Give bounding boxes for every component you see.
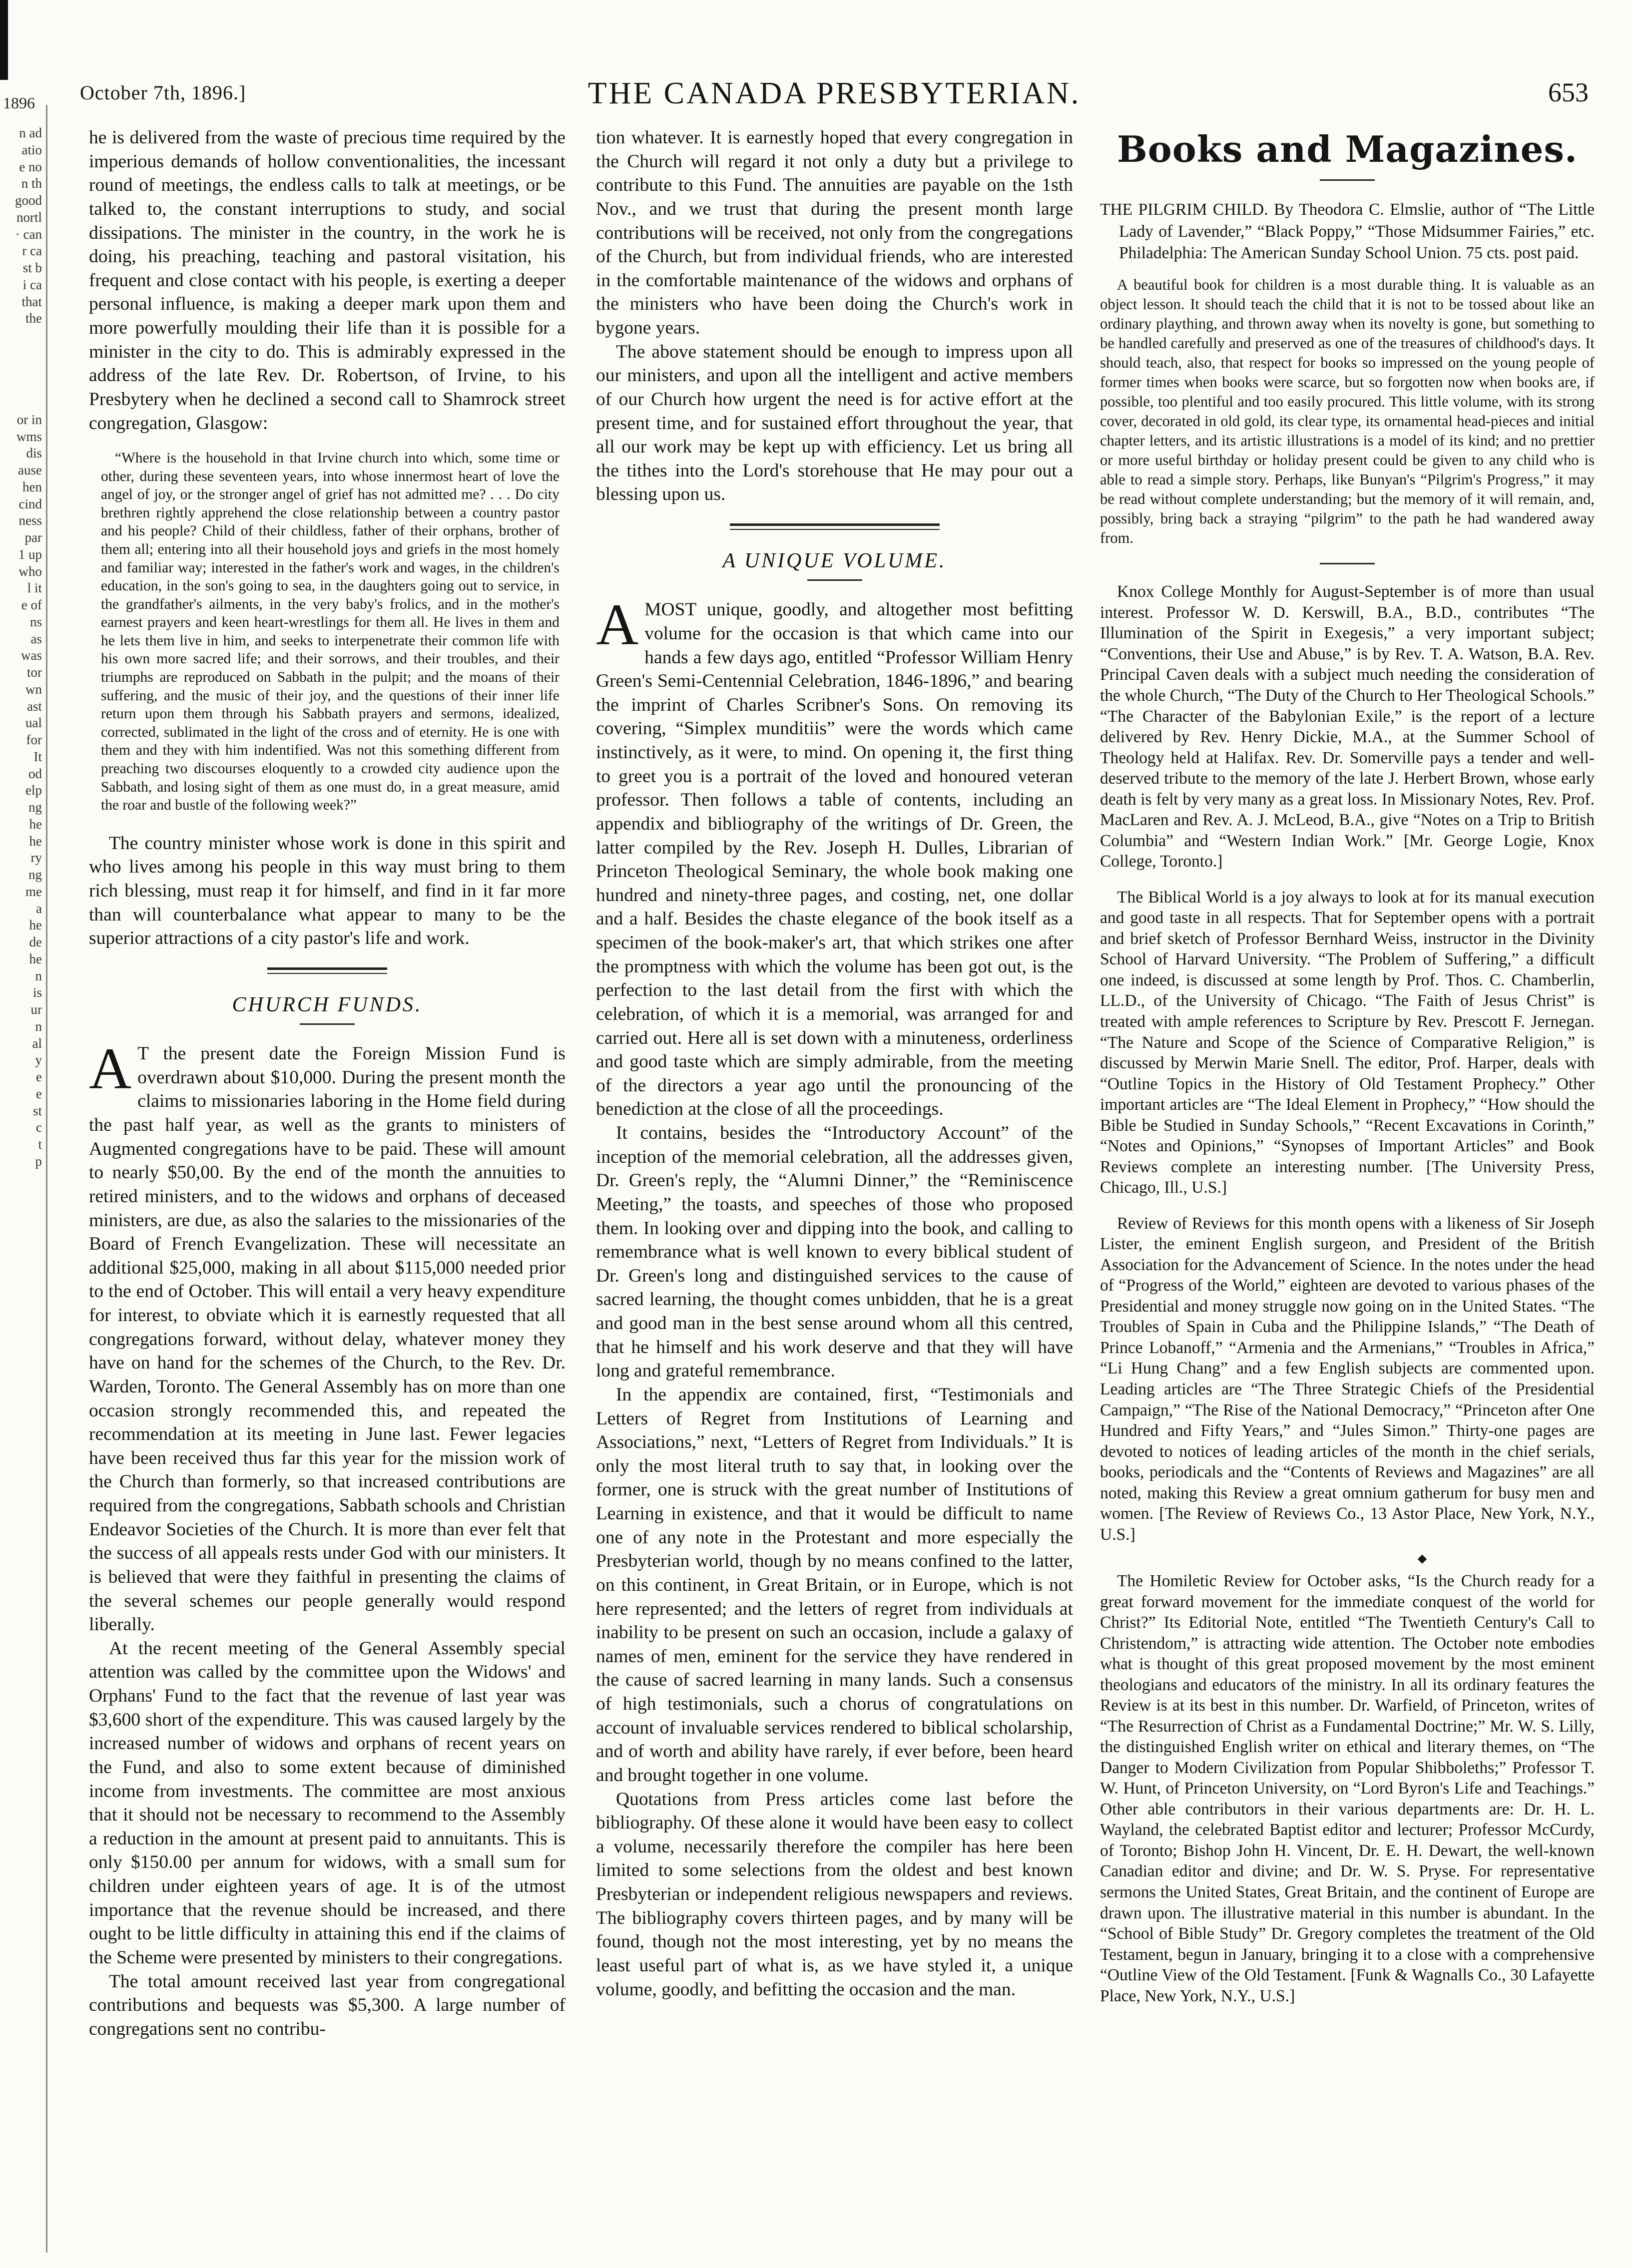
diamond-ornament: ◆ xyxy=(1417,1552,1427,1566)
section-divider xyxy=(267,967,387,974)
review-of-reviews-review: Review of Reviews for this month opens with a likeness of Sir Joseph Lister, the eminent English surgeon, and President of the British Association for the Advancement of Science. In the notes under the head of “Progress of the World,” eighteen are devoted to various phases of the Presidential and money struggle now going on in the United States. “The Troubles of Spain in Cuba and the Philippine Islands,” “The Death of Prince Lobanoff,” “Armenia and the Armenians,” “Troubles in Africa,” “Li Hung Chang” and a few English subjects are commented upon. Leading articles are “The Three Strategic Chiefs of the Presidential Campaign,” “The Rise of the National Democracy,” “Princeton after One Hundred and Fifty Years,” and “Jules Simon.” Thirty-one pages are devoted to notices of leading articles of the month in the chief serials, books, periodicals and the “Contents of Reviews and Magazines” are all noted, making this Review a great omnium gatherum for busy men and women. [The Review of Reviews Co., 13 Astor Place, New York, N.Y., U.S.] xyxy=(1100,1214,1595,1544)
review-divider xyxy=(1320,563,1375,567)
rural-ministry-paragraph: he is delivered from the waste of precious time required by the imperious demands of hollow conventionalities, the incessant round of meetings, the endless calls to talk at meetings, or be talked to, the constant interruptions to study, and social dissipations. The minister in the country, in the work he is doing, his preaching, teaching and pastoral visitation, his frequent and close contact with his people, is exerting a deeper personal influence, is making a deeper mark upon them and more powerfully moulding their life than it is possible for a minister in the city to do. This is admirably expressed in the address of the late Rev. Dr. Robertson, of Irvine, to his Presbytery when he declined a second call to Shamrock street congregation, Glasgow: xyxy=(89,127,565,434)
fund-appeal-paragraph: tion whatever. It is earnestly hoped that every congregation in the Church will regard it not only a duty but a privilege to contribute to this Fund. The annuities are payable on the 1sth Nov., and we trust that during the present month large contributions will be received, not only from the congregations of the Church, but from individual friends, who are interested in the comfortable maintenance of the widows and orphans of the ministers who have been doing the Church's work in bygone years. xyxy=(596,127,1073,338)
country-minister-paragraph: The country minister whose work is done in this spirit and who lives among his people in this way must bring to them rich blessing, must reap it for himself, and find in it far more than will counterbalance what appear to many to be the superior attractions of a city pastor's life and work. xyxy=(89,833,565,949)
biblical-world-review: The Biblical World is a joy always to look at for its manual execution and good taste in all respects. That for September opens with a portrait and brief sketch of Professor Bernhard Weiss, instructor in the Divinity School of Harvard University. “The Problem of Suffering,” a difficult one indeed, is discussed at some length by Prof. Thos. C. Chamberlin, LL.D., of the University of Chicago. “The Faith of Jesus Christ” is treated with ample references to Scripture by Rev. Prescott F. Jernegan. “The Nature and Scope of the Science of Comparative Religion,” is discussed by Merwin Marie Snell. The editor, Prof. Harper, deals with “Outline Topics in the History of Old Testament Prophecy.” Other important articles are “The Ideal Element in Prophecy,” “How should the Bible be Studied in Sunday Schools,” “Recent Excavations in Corinth,” “Notes and Opinions,” “Synopses of Important Articles” and Book Reviews complete an interesting number. [The University Press, Chicago, Ill., U.S.] xyxy=(1100,888,1595,1197)
title-divider xyxy=(1320,179,1375,184)
section-divider xyxy=(730,523,940,530)
homiletic-review-review: The Homiletic Review for October asks, “Is the Church ready for a great forward movement for the immediate conquest of the world for Christ?” Its Editorial Note, entitled “The Twentieth Century's Call to Christendom,” is attracting wide attention. The October note embodies what is thought of this great proposed movement by the most eminent theologians and educators of the ministry. In all its ordinary features the Review is at its best in this number. Dr. Warfield, of Princeton, writes of “The Resurrection of Christ as a Fundamental Doctrine;” Mr. W. S. Lilly, the distinguished English writer on ethical and literary themes, on “The Danger to Modern Civilization from Popular Shibboleths;” Professor T. W. Hunt, of Princeton University, on “Lord Byron's Life and Teachings.” Other able contributors in their various departments are: Dr. H. L. Wayland, the celebrated Baptist editor and lecturer; Professor McCurdy, of Toronto; Bishop John H. Vincent, Dr. E. H. Dewart, the well-known Canadian editor and divine; and Dr. W. S. Pryse. For representative sermons the United States, Great Britain, and the continent of Europe are drawn upon. The illustrative material in this number is abundant. In the “School of Bible Study” Dr. Gregory completes the treatment of the Old Testament, begun in January, bringing it to a close with a comprehensive “Outline View of the Old Testament. [Funk & Wagnalls Co., 30 Lafayette Place, New York, N.Y., U.S.] xyxy=(1100,1572,1595,2005)
drop-cap: A xyxy=(596,592,639,658)
contents-paragraph: It contains, besides the “Introductory Account” of the inception of the memorial celebration, all the addresses given, Dr. Green's reply, the “Alumni Dinner,” the “Reminiscence Meeting,” the toasts, and speeches of those who proposed them. In looking over and dipping into the book, and calling to remembrance what is well known to every biblical student of Dr. Green's long and distinguished services to the cause of sacred learning, the thought comes unbidden, that he is a great and good man in the best sense around whom all this centred, that he himself and his work deserve and that they will have long and grateful remembrance. xyxy=(596,1123,1073,1381)
gutter-line xyxy=(46,105,47,2253)
pilgrim-child-review-head: THE PILGRIM CHILD. By Theodora C. Elmslie, author of “The Little Lady of Lavender,” “Black Poppy,” “Those Midsummer Fairies,” etc. Philadelphia: The American Sunday School Union. 75 cts. post paid. xyxy=(1100,200,1595,263)
column-1 xyxy=(89,126,565,2041)
column-3 xyxy=(1100,126,1595,2021)
gutter-year: 1896 xyxy=(3,94,35,112)
church-funds-text-1: T the present date the Foreign Mission Fund is overdrawn about $10,000. During the present month the claims to missionaries laboring in the Home field during the past half year, as well as the grants to ministers of Augmented congregations have to be paid. These will amount to nearly $50,00. By the end of the month the annuities to retired ministers, and to the widows and orphans of deceased ministers, are due, as also the salaries to the missionaries of the Board of French Evangelization. These will necessitate an additional $25,000, making in all about $115,000 needed prior to the end of October. This will entail a very heavy expenditure for interest, to obviate which it is earnestly requested that all congregations forward, without delay, whatever money they have on hand for the schemes of the Church, to the Rev. Dr. Warden, Toronto. The General Assembly has on more than one occasion strongly recommended this, and repeated the recommendation at its meeting in June last. Fewer legacies have been received thus far this year for the mission work of the Church than formerly, so that increased contributions are required from the congregations, Sabbath schools and Christian Endeavor Societies of the Church. It is more than ever felt that the success of all appeals rests under God with our ministers. It is believed that were they faithful in presenting the claims of the several schemes our people generally would respond liberally. xyxy=(89,1043,565,1635)
widows-orphans-paragraph: At the recent meeting of the General Assembly special attention was called by the committee upon the Widows' and Orphans' Fund to the fact that the revenue of last year was $3,600 short of the expenditure. This was caused largely by the increased number of widows and orphans of recent years on the Fund, and also to some extent because of diminished income from investments. The committee are most anxious that it should not be necessary to recommend to the Assembly a reduction in the amount at present paid to annuitants. This is only $150.00 per annum for widows, with a small sum for children under eighteen years of age. It is of the utmost importance that the revenue should be increased, and there ought to be little difficulty in attaining this end if the claims of the Scheme were presented by ministers to their congregations. xyxy=(89,1638,565,1968)
page-edge-bar xyxy=(0,0,8,80)
books-magazines-title: Books and Magazines. xyxy=(1116,128,1578,170)
gutter-fragments: n ad atio e no n th good nortl · can r ca st b i ca that the or in wms dis ause hen cind ness par 1 up who l it e of ns as was tor wn ast ual for It od elp ng he he ry ng me a he de he n is ur n al y e e st c t p xyxy=(15,125,42,1169)
heading-underline xyxy=(807,579,862,584)
page-number: 653 xyxy=(1548,77,1589,107)
knox-college-monthly-review: Knox College Monthly for August-September is of more than usual interest. Professor W. D. Kerswill, B.A., B.D., contributes “The Illumination of the Spirit in Exegesis,” a very important subject; “Conventions, their Use and Abuse,” is by Rev. T. A. Watson, B.A. Rev. Principal Caven deals with a subject much needing the consideration of the whole Church, “The Duty of the Church to Her Theological Schools.” “The Character of the Babylonian Exile,” is the report of a lecture delivered by Rev. Henry Dickie, M.A., at the Summer School of Theology held at Halifax. Rev. Dr. Somerville pays a tender and well-deserved tribute to the memory of the late J. Herbert Brown, whose early death is felt by very many as a great loss. In Missionary Notes, Rev. Prof. MacLaren and Rev. A. J. McLeod, B.A., give “Notes on a Trip to British Columbia” and “Western Indian Work.” [Mr. George Logie, Knox College, Toronto.] xyxy=(1100,582,1595,871)
unique-volume-text-1: MOST unique, goodly, and altogether most befitting volume for the occasion is that which came into our hands a few days ago, entitled “Professor William Henry Green's Semi-Centennial Celebration, 1846-1896,” and bearing the imprint of Charles Scribner's Sons. On removing its covering, “Simplex munditiis” were the words which came instinctively, as it were, to mind. On opening it, the first thing to greet you is a portrait of the loved and honoured veteran professor. Then follows a table of contents, including an appendix and bibliography of the writings of Dr. Green, the latter compiled by the Rev. Joseph H. Dulles, Librarian of Princeton Theological Seminary, the whole book making one hundred and ninety-three pages, and costing, net, one dollar and a half. Besides the chaste elegance of the book itself as a specimen of the book-maker's art, that which strikes one after the promptness with which the volume has been got out, is the perfection to the last detail from the first with which the celebration, of which it is a memorial, was arranged for and carried out. Here all is set down with a minuteness, orderliness and good taste which are simply admirable, from the meeting of the directors a year ago until the pronouncing of the benediction at the close of all the proceedings. xyxy=(596,599,1073,1120)
appendix-paragraph: In the appendix are contained, first, “Testimonials and Letters of Regret from Institutions of Learning and Associations,” next, “Letters of Regret from Individuals.” It is only the most literal truth to say that, in looking over the former, one is struck with the great number of Institutions of Learning in existence, and that it would be difficult to name one of any note in the Protestant and more especially the Presbyterian world, though by no means confined to the latter, on this continent, in Great Britain, or in Europe, which is not here represented; and the letters of regret from individuals at inability to be present on such an occasion, include a galaxy of names of men, eminent for the service they have rendered in the cause of sacred learning in many lands. Such a consensus of high testimonials, such a chorus of congratulations on account of invaluable services rendered to biblical scholarship, and of worth and ability have rarely, if ever before, been heard and brought together in one volume. xyxy=(596,1384,1073,1786)
page-header xyxy=(80,76,1589,116)
issue-date: October 7th, 1896.] xyxy=(80,81,246,104)
church-funds-heading: CHURCH FUNDS. xyxy=(232,993,423,1016)
pilgrim-child-review: A beautiful book for children is a most durable thing. It is valuable as an object lesson. It should teach the child that it is not to be tossed about like an ordinary plaything, and thrown away when its novelty is gone, but something to be handled carefully and preserved as one of the treasures of childhood's days. It should teach, also, that respect for books so impressed on the young people of former times when books were scarce, but so forgotten now when books are, if possible, too plentiful and too easily procured. This little volume, with its strong cover, decorated in old gold, its clear type, its ornamental head-pieces and initial chapter letters, and its artistic illustrations is a model of its kind; and no prettier or more useful birthday or holiday present could be given to any child who is able to read a simple story. Perhaps, like Bunyan's “Pilgrim's Progress,” it may be read without complete understanding; but the memory of it will remain, and, possibly, bring back a straying “pilgrim” to the path he had wandered away from. xyxy=(1100,276,1595,547)
unique-volume-heading: A UNIQUE VOLUME. xyxy=(722,549,947,572)
quotations-paragraph: Quotations from Press articles come last before the bibliography. Of these alone it would have been easy to collect a volume, necessarily therefore the compiler has here been limited to some selections from the oldest and best known Presbyterian or independent religious newspapers and reviews. The bibliography covers thirteen pages, and by many will be found, though not the most interesting, yet by no means the least useful part of what is, as we have styled it, a unique volume, goodly, and befitting the occasion and the man. xyxy=(596,1789,1073,2000)
drop-cap: A xyxy=(89,1036,132,1102)
statement-paragraph: The above statement should be enough to impress upon all our ministers, and upon all the intelligent and active members of our Church how urgent the need is for active effort at the present time, and for sustained effort throughout the year, that all our work may be kept up with efficiency. Let us bring all the tithes into the Lord's storehouse that He may pour out a blessing upon us. xyxy=(596,341,1073,505)
heading-underline xyxy=(300,1023,355,1028)
unique-volume-paragraph-1 xyxy=(596,592,1073,1121)
newspaper-title: THE CANADA PRESBYTERIAN. xyxy=(587,76,1081,110)
church-funds-paragraph-1 xyxy=(89,1036,565,1637)
column-2 xyxy=(596,126,1073,2001)
contributions-paragraph: The total amount received last year from congregational contributions and bequests was $5,300. A large number of congregations sent no contribu- xyxy=(89,1971,565,2039)
robertson-quote: “Where is the household in that Irvine church into which, some time or other, during these seventeen years, into whose innermost heart of love the angel of joy, or the stronger angel of grief has not admitted me? . . . Do city brethren rightly apprehend the close relationship between a country pastor and his people? Child of their childless, father of their orphans, brother of them all; entering into all their household joys and griefs in the most homely and familiar way; interested in the father's work and wages, in the children's education, in the son's going to sea, in the daughters going out to service, in the grandfather's ailments, in the very baby's frolics, and in the mother's earnest prayers and keen heart-wrestlings for them all. He lives in them and he lets them live in him, and seeks to interpenetrate their common life with his own more sacred life; and their sorrows, and their troubles, and their triumphs are reproduced on Sabbath in the pulpit; and the moans of their suffering, and the music of their joy, and the questions of their inner life return upon them through his Sabbath prayers and sermons, idealized, corrected, sublimated in the light of the cross and of eternity. He is one with them and they with him indentified. Was not this something different from preaching two discourses eloquently to a crowded city audience upon the Sabbath, and losing sight of them as one must do, in a great measure, amid the roar and bustle of the following week?” xyxy=(101,450,559,814)
